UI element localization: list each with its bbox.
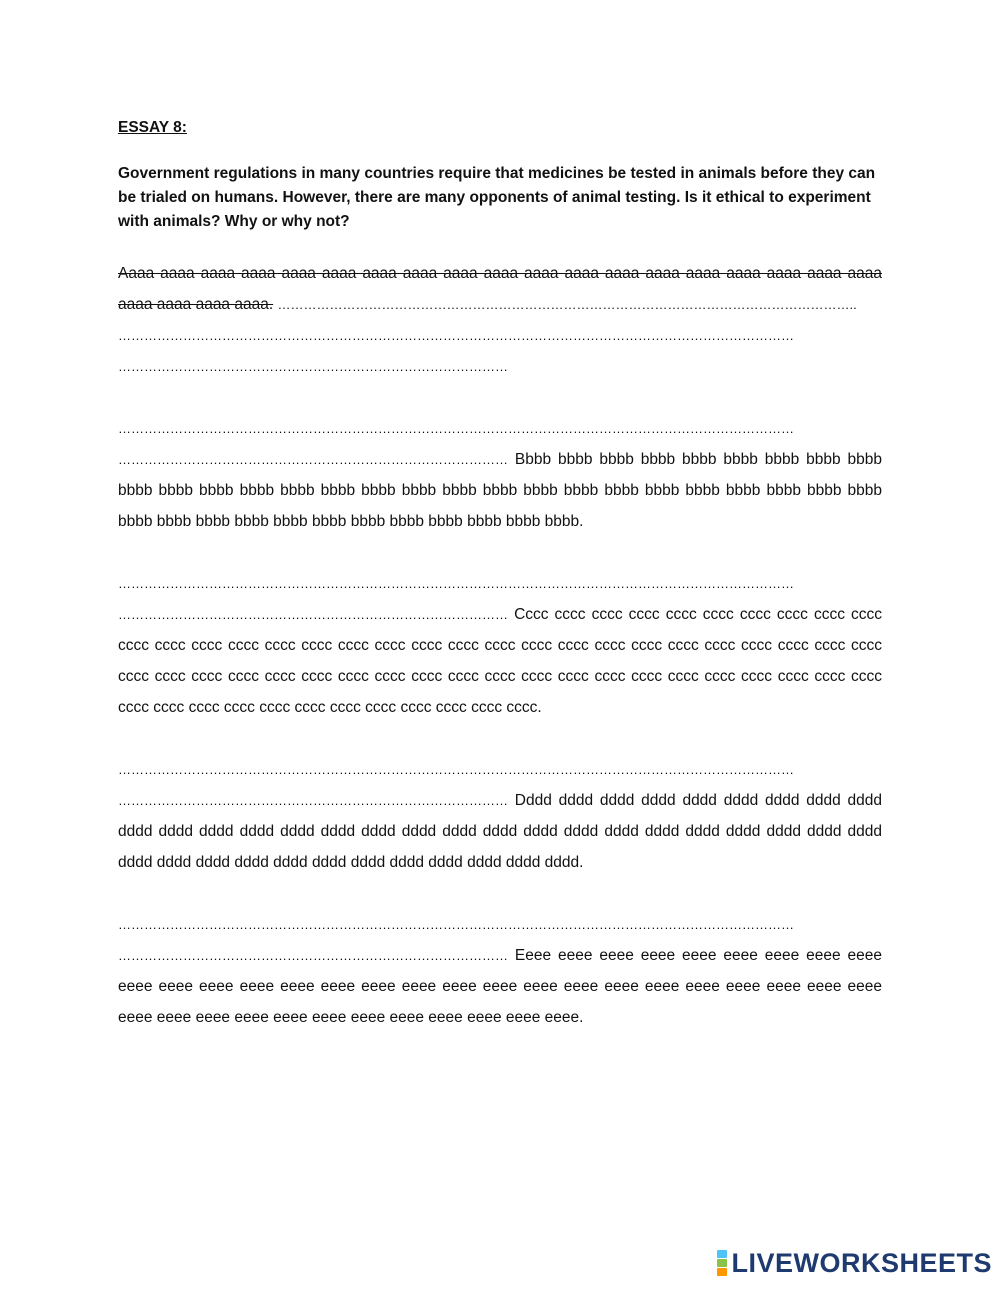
paragraph-text: Eeee eeee eeee eeee eeee eeee eeee eeee eeee eeee eeee eeee eeee eeee eeee eeee eeee eeee eeee eeee eeee eeee eeee eeee eeee eeee eeee eeee eeee eeee eeee eeee eeee eeee eeee eeee eeee eeee eeee eeee. (118, 947, 882, 1026)
answer-blank[interactable]: ……………………………………………………………………………… (118, 793, 508, 808)
answer-blank[interactable]: ……………………………………………………………………………… (118, 948, 508, 963)
answer-blank[interactable]: ………………………………………………………………………………………………………………………………………… (118, 917, 794, 932)
paragraph-a (118, 258, 882, 382)
answer-blank[interactable]: …………………………………………………………………………………………………………………….. (277, 297, 857, 312)
essay-prompt: Government regulations in many countries require that medicines be tested in animals before they can be trialed on humans. However, there are many opponents of animal testing. Is it ethical to experiment with animals? Why or why not? (118, 165, 876, 230)
answer-blank[interactable]: ………………………………………………………………………………………………………………………………………… (118, 421, 794, 436)
logo-text: LIVEWORKSHEETS (731, 1248, 992, 1278)
paragraph-e (118, 909, 882, 1033)
liveworksheets-logo-icon (717, 1250, 727, 1276)
answer-blank[interactable]: ………………………………………………………………………………………………………………………………………… (118, 762, 794, 777)
paragraph-text: Dddd dddd dddd dddd dddd dddd dddd dddd dddd dddd dddd dddd dddd dddd dddd dddd dddd dddd dddd dddd dddd dddd dddd dddd dddd dddd dddd dddd dddd dddd dddd dddd dddd dddd dddd dddd dddd dddd dddd dddd. (118, 792, 883, 871)
liveworksheets-logo (717, 1249, 992, 1277)
paragraph-text: Bbbb bbbb bbbb bbbb bbbb bbbb bbbb bbbb bbbb bbbb bbbb bbbb bbbb bbbb bbbb bbbb bbbb bbbb bbbb bbbb bbbb bbbb bbbb bbbb bbbb bbbb bbbb bbbb bbbb bbbb bbbb bbbb bbbb bbbb bbbb bbbb bbbb bbbb bbbb bbbb. (118, 451, 882, 530)
worksheet-page (118, 118, 882, 1064)
paragraph-text: Cccc cccc cccc cccc cccc cccc cccc cccc cccc cccc cccc cccc cccc cccc cccc cccc cccc cccc cccc cccc cccc cccc cccc cccc cccc cccc cccc cccc cccc cccc cccc cccc cccc cccc cccc cccc cccc cccc cccc cccc cccc cccc cccc cccc cccc cccc cccc cccc cccc cccc cccc cccc cccc cccc cccc cccc cccc cccc cccc cccc cccc cccc cccc cccc. (118, 606, 882, 716)
paragraph-c (118, 568, 882, 723)
answer-blank[interactable]: ………………………………………………………………………………………………………………………………………… (118, 328, 794, 343)
essay-title: ESSAY 8: (118, 119, 187, 136)
answer-blank[interactable]: ……………………………………………………………………………… (118, 452, 508, 467)
answer-blank[interactable]: ……………………………………………………………………………… (118, 607, 508, 622)
struck-text: Aaaa aaaa aaaa aaaa aaaa aaaa aaaa aaaa aaaa aaaa aaaa aaaa aaaa aaaa aaaa aaaa aaaa aaaa aaaa aaaa aaaa aaaa aaaa. (118, 265, 882, 313)
answer-blank[interactable]: ……………………………………………………………………………… (118, 359, 508, 374)
paragraph-b (118, 413, 882, 537)
answer-blank[interactable]: ………………………………………………………………………………………………………………………………………… (118, 576, 794, 591)
paragraph-d (118, 754, 882, 878)
